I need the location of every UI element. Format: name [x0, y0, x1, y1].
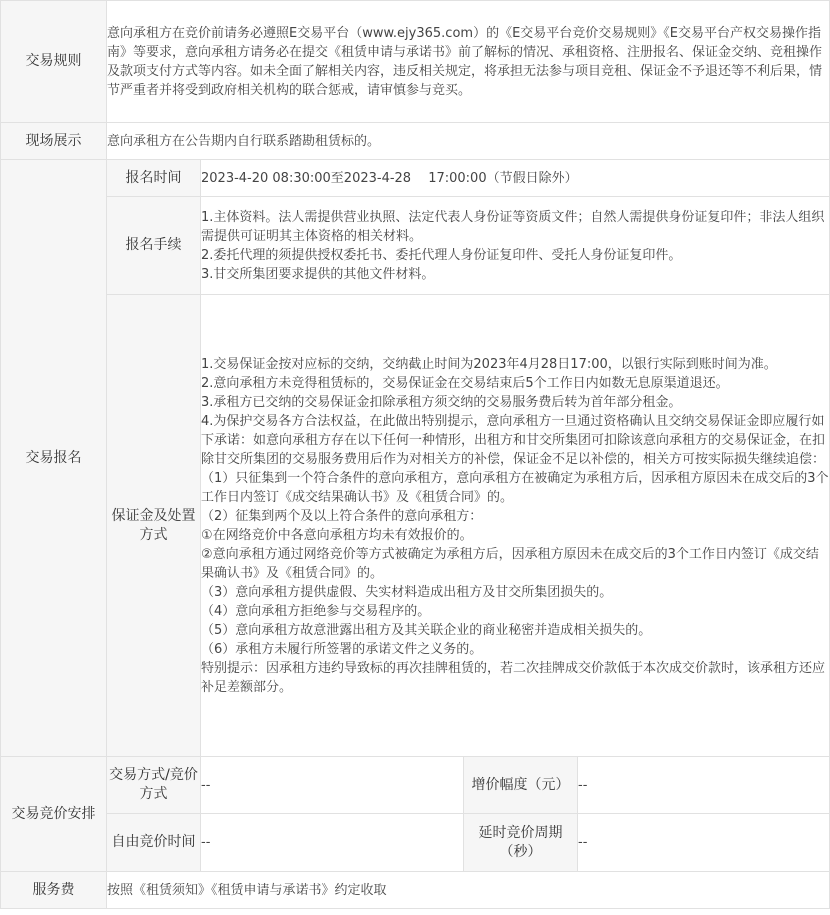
site-label: 现场展示: [1, 123, 107, 160]
deposit-line: 2.意向承租方未竞得租赁标的，交易保证金在交易结束后5个工作日内如数无息原渠道退还。: [201, 375, 729, 391]
deposit-row: [1, 295, 830, 757]
site-row: [1, 123, 830, 160]
deposit-text: [201, 295, 830, 757]
procedure-label: 报名手续: [107, 197, 201, 295]
registration-label: 交易报名: [1, 160, 107, 757]
procedure-line: 3.甘交所集团要求提供的其他文件材料。: [201, 266, 435, 282]
registration-time-label: 报名时间: [107, 160, 201, 197]
bidding-time-row: [1, 814, 830, 872]
rules-row: [1, 1, 830, 123]
deposit-line: （1）只征集到一个符合条件的意向承租方，意向承租方在被确定为承租方后，因承租方原因未在成交后的3个工作日内签订《成交结果确认书》及《租赁合同》的。: [201, 470, 829, 505]
delay-period-label: 延时竞价周期（秒）: [464, 814, 578, 872]
deposit-line: 4.为保护交易各方合法权益，在此做出特别提示，意向承租方一旦通过资格确认且交纳交易保证金即应履行如下承诺：如意向承租方存在以下任何一种情形，出租方和甘交所集团可扣除该意向承租方的交易保证金，在扣除甘交所集团的交易服务费用后作为对相关方的补偿，保证金不足以补偿的，相关方可按实际损失继续追偿：: [201, 413, 826, 467]
deposit-line: 特别提示：因承租方违约导致标的再次挂牌租赁的，若二次挂牌成交价款低于本次成交价款时，该承租方还应补足差额部分。: [201, 660, 826, 695]
registration-time-row: [1, 160, 830, 197]
method-value: --: [201, 757, 464, 814]
registration-procedure-row: [1, 197, 830, 295]
fee-label: 服务费: [1, 872, 107, 909]
free-bid-time-label: 自由竞价时间: [107, 814, 201, 872]
procedure-line: 1.主体资料。法人需提供营业执照、法定代表人身份证等资质文件；自然人需提供身份证复印件；非法人组织需提供可证明其主体资格的相关材料。: [201, 209, 825, 244]
procedure-text: [201, 197, 830, 295]
procedure-line: 2.委托代理的须提供授权委托书、委托代理人身份证复印件、受托人身份证复印件。: [201, 247, 682, 263]
free-bid-time-value: --: [201, 814, 464, 872]
site-text: 意向承租方在公告期内自行联系踏勘租赁标的。: [107, 123, 830, 160]
deposit-line: 3.承租方已交纳的交易保证金扣除承租方须交纳的交易服务费后转为首年部分租金。: [201, 394, 682, 410]
registration-time-text: 2023-4-20 08:30:00至2023-4-28 17:00:00（节假日除外）: [201, 160, 830, 197]
deposit-line: ②意向承租方通过网络竞价等方式被确定为承租方后，因承租方原因未在成交后的3个工作日内签订《成交结果确认书》及《租赁合同》的。: [201, 546, 819, 581]
fee-text: 按照《租赁须知》《租赁申请与承诺书》约定收取: [107, 872, 830, 909]
deposit-line: （6）承租方未履行所签署的承诺文件之义务的。: [201, 641, 483, 657]
method-label: 交易方式/竞价方式: [107, 757, 201, 814]
increment-label: 增价幅度（元）: [464, 757, 578, 814]
deposit-line: ①在网络竞价中各意向承租方均未有效报价的。: [201, 527, 473, 543]
fee-row: [1, 872, 830, 909]
deposit-line: （3）意向承租方提供虚假、失实材料造成出租方及甘交所集团损失的。: [201, 584, 613, 600]
deposit-label: 保证金及处置方式: [107, 295, 201, 757]
deposit-line: （2）征集到两个及以上符合条件的意向承租方：: [201, 508, 483, 524]
delay-period-value: --: [578, 814, 830, 872]
deposit-line: 1.交易保证金按对应标的交纳，交纳截止时间为2023年4月28日17:00，以银行实际到账时间为准。: [201, 356, 777, 372]
rules-text: 意向承租方在竞价前请务必遵照E交易平台（www.ejy365.com）的《E交易平台竞价交易规则》《E交易平台产权交易操作指南》等要求，意向承租方请务必在提交《租赁申请与承诺书》前了解标的情况、承租资格、注册报名、保证金交纳、竞租操作及款项支付方式等内容。如未全面了解相关内容，违反相关规定，将承担无法参与项目竞租、保证金不予退还等不利后果，情节严重者并将受到政府相关机构的联合惩戒，请审慎参与竞买。: [107, 1, 830, 123]
bidding-method-row: [1, 757, 830, 814]
increment-value: --: [578, 757, 830, 814]
rules-label: 交易规则: [1, 1, 107, 123]
bidding-label: 交易竞价安排: [1, 757, 107, 872]
deposit-line: （4）意向承租方拒绝参与交易程序的。: [201, 603, 431, 619]
deposit-line: （5）意向承租方故意泄露出租方及其关联企业的商业秘密并造成相关损失的。: [201, 622, 652, 638]
